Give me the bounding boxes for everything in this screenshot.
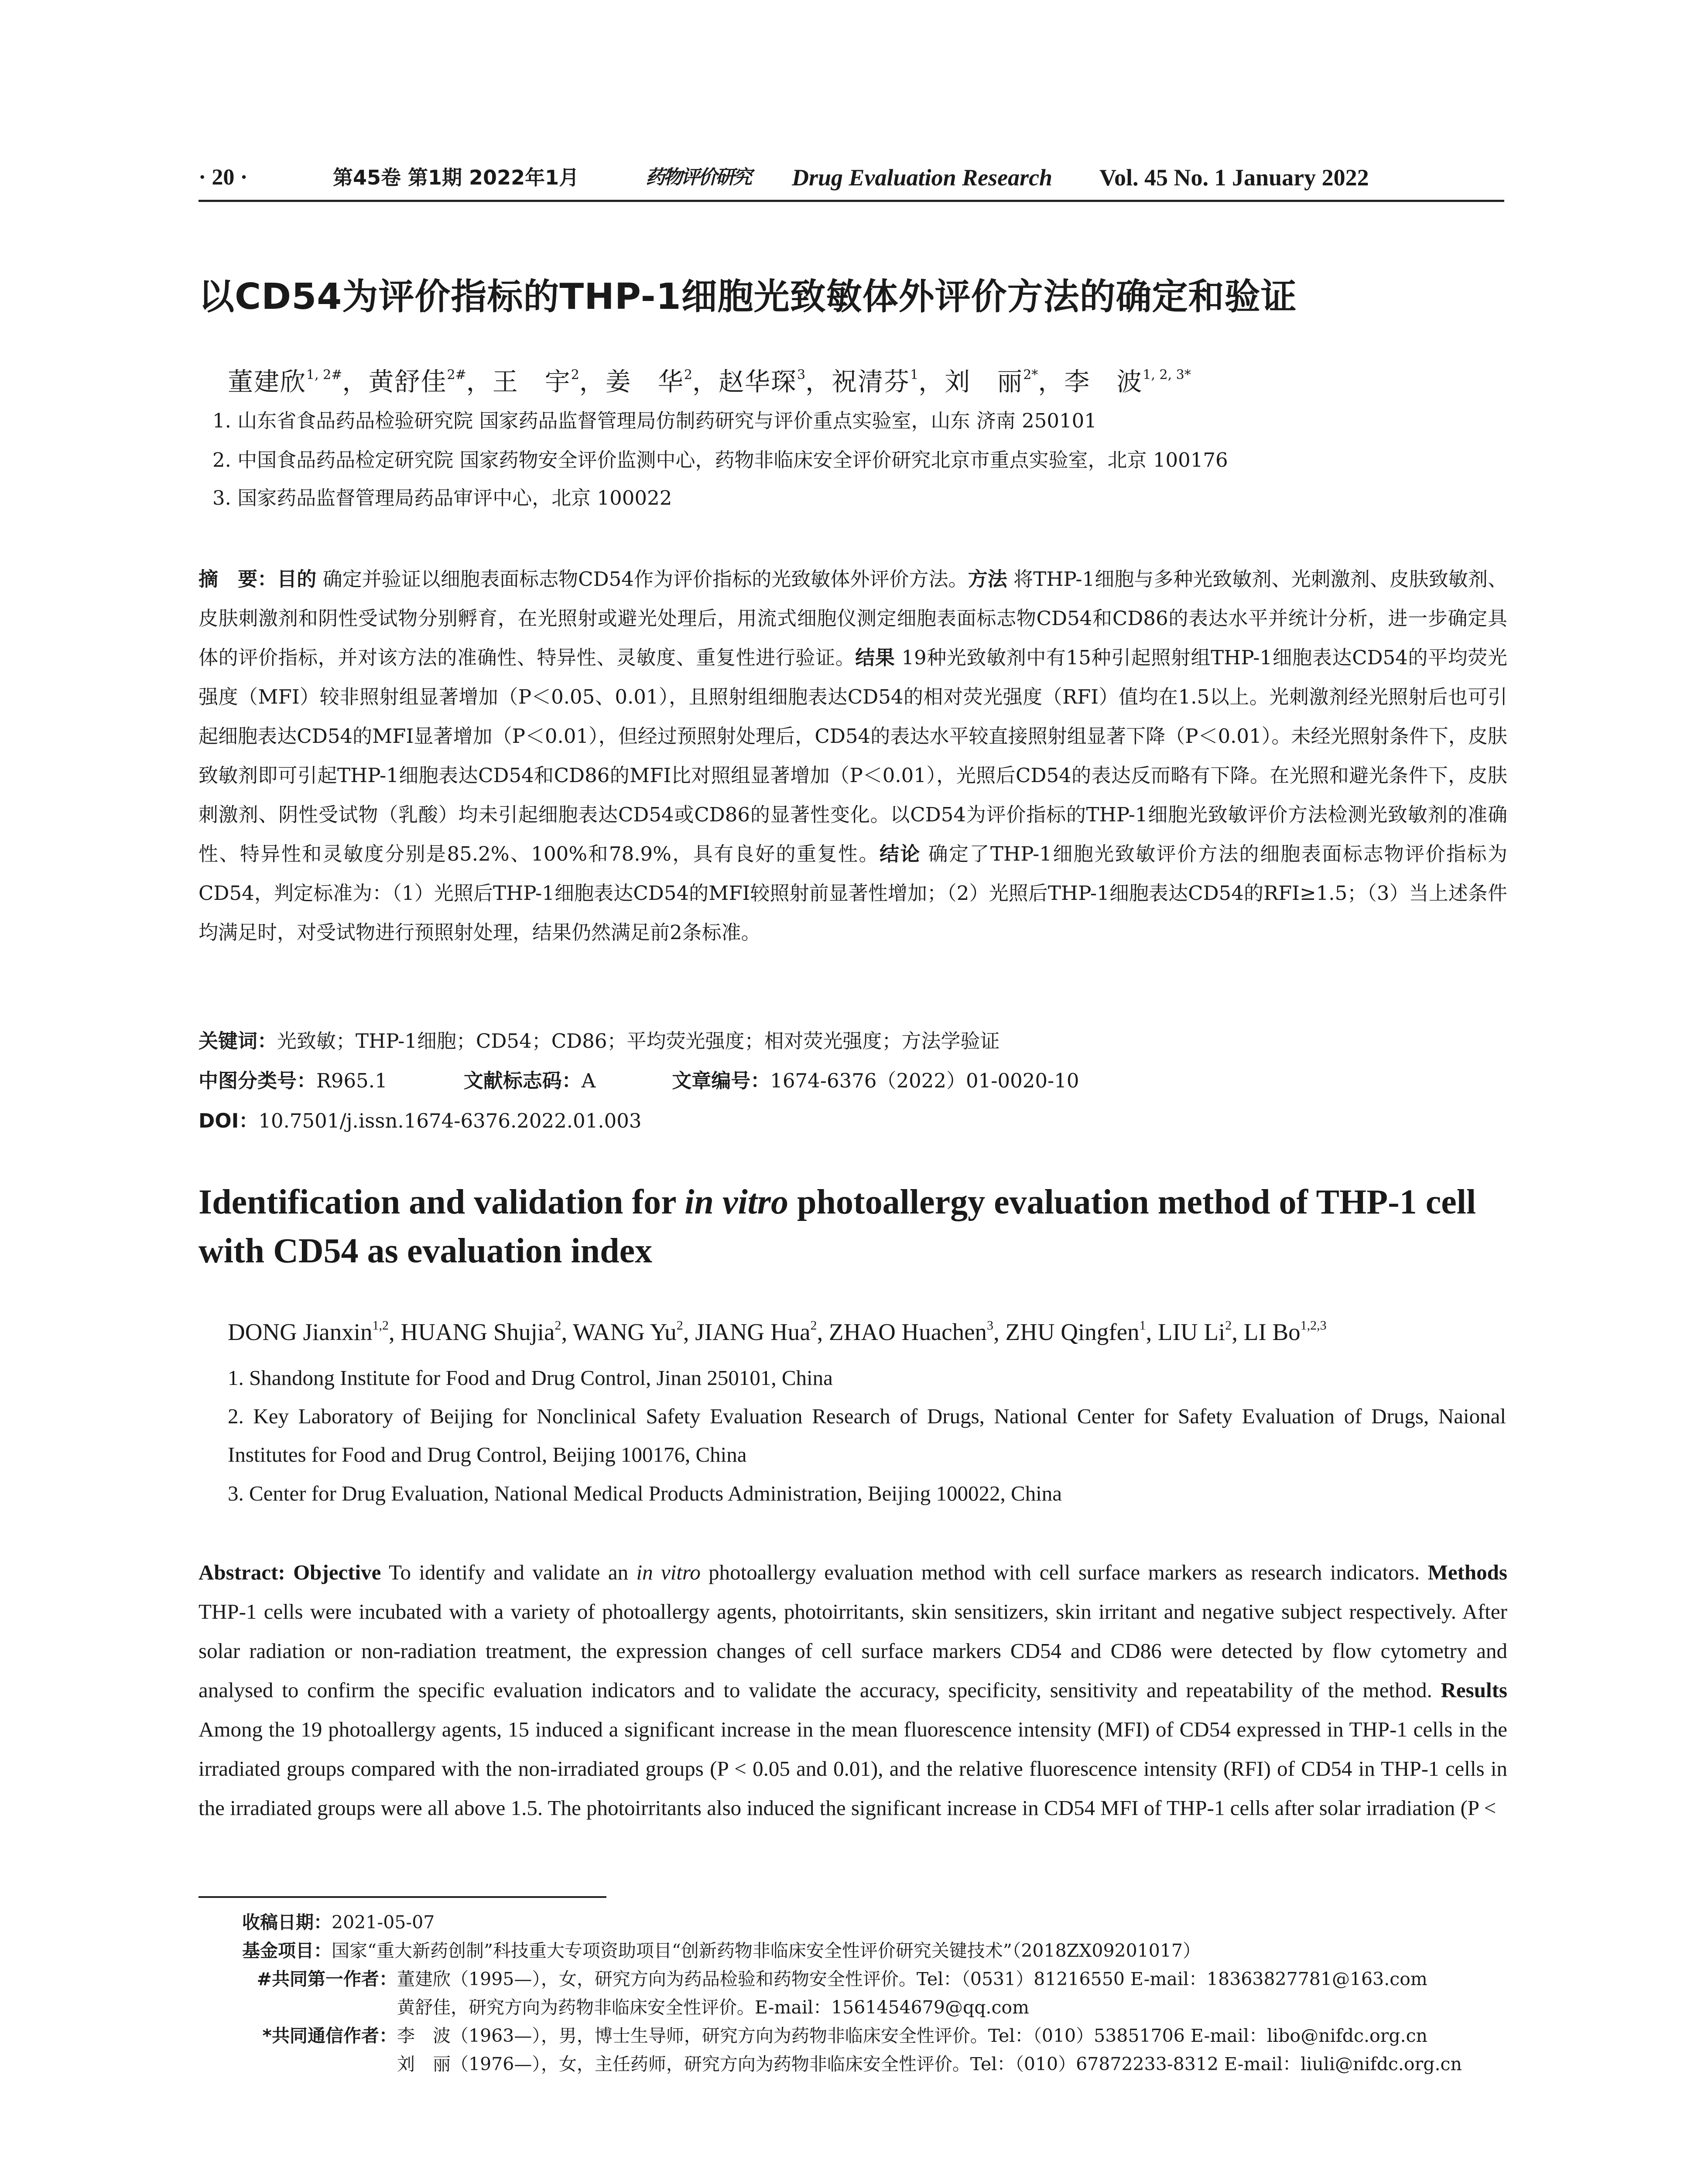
author-name: 刘 丽	[945, 367, 1023, 397]
doi-label: DOI：	[199, 1109, 259, 1132]
article-title-en: Identification and validation for in vitro photoallergy evaluation method of THP-1 cell with CD54 as evaluation index	[199, 1183, 1476, 1270]
author-list-en: DONG Jianxin$^{1,2}$, HUANG Shujia$^2$, WANG Yu$^2$, JIANG Hua$^2$, ZHAO Huachen$^3$, ZHU Qingfen$^1$, LIU Li$^2$, LI Bo$^{1,2,3}$	[228, 1318, 1327, 1345]
author-affiliation-mark: 2	[571, 367, 579, 383]
results-text-en: Among the 19 photoallergy agents, 15 induced a significant increase in the mean fluorescence intensity (MFI) of CD54 expressed in THP-1 cells in the irradiated groups compared with the non-irradiated groups (P < 0.05 and 0.01), and the relative fluorescence intensity (RFI) of CD54 in THP-1 cells in the irradiated groups were all above 1.5. The photoirritants also induced the significant increase in CD54 MFI of THP-1 cells after solar irradiation (P <	[199, 1717, 1507, 1820]
volume-issue-cn: 第45卷 第1期 2022年1月	[333, 166, 579, 189]
volume-issue-en: Vol. 45 No. 1 January 2022	[1099, 164, 1369, 191]
affiliation-en-1: 1. Shandong Institute for Food and Drug Control, Jinan 250101, China	[228, 1366, 833, 1390]
article-title-cn: 以CD54为评价指标的THP-1细胞光致敏体外评价方法的确定和验证	[199, 276, 1297, 318]
author-name: 王 宇	[492, 367, 571, 397]
clc-value: R965.1	[316, 1069, 387, 1092]
conclusion-text: 确定了THP-1细胞光致敏评价方法的细胞表面标志物评价指标为CD54，判定标准为：（1）光照后THP-1细胞表达CD54的MFI较照射前显著性增加；（2）光照后THP-1细胞表达CD54的RFI≥1.5；（3）当上述条件均满足时，对受试物进行预照射处理，结果仍然满足前2条标准。	[199, 842, 1507, 944]
results-label: 结果	[855, 646, 895, 669]
objective-label: 目的	[277, 567, 317, 591]
doc-code-label: 文献标志码：	[463, 1069, 582, 1092]
author-affiliation-mark: 2*	[1023, 367, 1038, 383]
author-name: DONG Jianxin	[228, 1319, 373, 1345]
abstract-cn	[199, 560, 1507, 952]
article-number-label: 文章编号：	[672, 1069, 770, 1092]
keywords-label: 关键词：	[199, 1029, 277, 1053]
objective-label-en: Objective	[293, 1560, 381, 1584]
fund-project: 基金项目： 国家“重大新药创制”科技重大专项资助项目“创新药物非临床安全性评价研究关键技术”（2018ZX09201017）	[242, 1940, 1201, 1961]
keywords-cn	[199, 1028, 999, 1054]
header-rule	[199, 200, 1504, 202]
author-name: ZHAO Huachen	[829, 1319, 987, 1345]
author-affiliation-mark: 2#	[447, 367, 466, 383]
methods-label: 方法	[968, 567, 1007, 591]
journal-name-en: Drug Evaluation Research	[792, 164, 1053, 191]
clc-label: 中图分类号：	[199, 1069, 317, 1092]
received-date: 收稿日期： 2021-05-07	[242, 1912, 435, 1933]
journal-logo: 药物评价研究	[646, 166, 750, 188]
author-affiliation-mark: 1, 2#	[306, 367, 342, 383]
footnote-rule	[199, 1896, 606, 1898]
abstract-label-en: Abstract:	[199, 1560, 285, 1584]
methods-text-en: THP-1 cells were incubated with a variety of photoallergy agents, photoirritants, skin sensitizers, skin irritant and negative subject respectively. After solar radiation or non-radiation treatment, the expression changes of cell surface markers CD54 and CD86 were detected by flow cytometry and analysed to confirm the specific evaluation indicators and to validate the accuracy, specificity, sensitivity and repeatability of the method.	[199, 1600, 1507, 1702]
affiliation-cn-2: 2. 中国食品药品检定研究院 国家药物安全评价监测中心，药物非临床安全评价研究北京市重点实验室，北京 100176	[212, 448, 1228, 472]
affiliation-en-2: 2. Key Laboratory of Beijing for Nonclinical Safety Evaluation Research of Drugs, National Center for Safety Evaluation of Drugs, Naional Institutes for Food and Drug Control, Beijing 100176, China	[228, 1404, 1506, 1467]
author-name: ZHU Qingfen	[1005, 1319, 1140, 1345]
affiliation-en-3: 3. Center for Drug Evaluation, National Medical Products Administration, Beijing 100022, China	[228, 1481, 1062, 1505]
author-name: HUANG Shujia	[400, 1319, 555, 1345]
results-text: 19种光致敏剂中有15种引起照射组THP-1细胞表达CD54的平均荧光强度（MFI）较非照射组显著增加（P＜0.05、0.01），且照射组细胞表达CD54的相对荧光强度（RFI）值均在1.5以上。光刺激剂经光照射后也可引起细胞表达CD54的MFI显著增加（P＜0.01），但经过预照射处理后，CD54的表达水平较直接照射组显著下降（P＜0.01）。未经光照射条件下，皮肤致敏剂即可引起THP-1细胞表达CD54和CD86的MFI比对照组显著增加（P＜0.01），光照后CD54的表达反而略有下降。在光照和避光条件下，皮肤刺激剂、阴性受试物（乳酸）均未引起细胞表达CD54或CD86的显著性变化。以CD54为评价指标的THP-1细胞光致敏评价方法检测光致敏剂的准确性、特异性和灵敏度分别是85.2%、100%和78.9%，具有良好的重复性。	[199, 646, 1507, 865]
author-affiliation-mark: 1, 2, 3*	[1143, 367, 1191, 383]
author-name: 姜 华	[605, 367, 684, 397]
author-name: LIU Li	[1158, 1319, 1225, 1345]
objective-text: 确定并验证以细胞表面标志物CD54作为评价指标的光致敏体外评价方法。	[322, 567, 968, 591]
methods-label-en: Methods	[1427, 1560, 1507, 1584]
author-name: 祝清芬	[832, 367, 910, 397]
doi-line	[199, 1108, 642, 1134]
author-affiliation-mark: 2	[684, 367, 692, 383]
first-author-info: #共同第一作者： 董建欣（1995—），女，研究方向为药品检验和药物安全性评价。Tel：（0531）81216550 E-mail：18363827781@163.com	[257, 1969, 1427, 1990]
doc-code-value: A	[581, 1069, 596, 1092]
author-affiliation-mark: 1	[910, 367, 919, 383]
author-affiliation-mark: 3	[797, 367, 806, 383]
author-name: WANG Yu	[572, 1319, 677, 1345]
conclusion-label: 结论	[879, 842, 921, 865]
page-number: · 20 ·	[199, 165, 248, 190]
results-label-en: Results	[1441, 1678, 1507, 1702]
first-author-info-2: 黄舒佳，研究方向为药物非临床安全性评价。E-mail：1561454679@qq.com	[397, 1997, 1029, 2018]
author-name: LI Bo	[1243, 1319, 1301, 1345]
keywords-text: 光致敏；THP-1细胞；CD54；CD86；平均荧光强度；相对荧光强度；方法学验证	[277, 1029, 1000, 1053]
author-name: 黄舒佳	[368, 367, 447, 397]
doi-value: 10.7501/j.issn.1674-6376.2022.01.003	[258, 1109, 642, 1132]
abstract-en: Abstract: Objective To identify and validate an in vitro photoallergy evaluation method with cell surface markers as research indicators. Methods THP-1 cells were incubated with a variety of photoallergy agents, photoirritants, skin sensitizers, skin irritant and negative subject respectively. After solar radiation or non-radiation treatment, the expression changes of cell surface markers CD54 and CD86 were detected by flow cytometry and analysed to confirm the specific evaluation indicators and to validate the accuracy, specificity, sensitivity and repeatability of the method. Results Among the 19 photoallergy agents, 15 induced a significant increase in the mean fluorescence intensity (MFI) of CD54 expressed in THP-1 cells in the irradiated groups compared with the non-irradiated groups (P < 0.05 and 0.01), and the relative fluorescence intensity (RFI) of CD54 in THP-1 cells in the irradiated groups were all above 1.5. The photoirritants also induced the significant increase in CD54 MFI of THP-1 cells after solar irradiation (P <	[199, 1560, 1507, 1820]
affiliation-cn-1: 1. 山东省食品药品检验研究院 国家药品监督管理局仿制药研究与评价重点实验室，山东 济南 250101	[212, 409, 1097, 432]
author-name: 李 波	[1064, 367, 1143, 397]
affiliation-cn-3: 3. 国家药品监督管理局药品审评中心，北京 100022	[212, 486, 672, 509]
classification-line	[199, 1068, 1079, 1094]
corresponding-author-info: *共同通信作者： 李 波（1963—），男，博士生导师，研究方向为药物非临床安全性评价。Tel：（010）53851706 E-mail：libo@nifdc.org.cn	[262, 2025, 1427, 2046]
author-name: 董建欣	[228, 367, 307, 397]
author-name: JIANG Hua	[695, 1319, 811, 1345]
running-header	[199, 162, 1507, 193]
abstract-label: 摘 要：	[199, 567, 277, 591]
author-list-cn: 董建欣$^{1, 2\#}$，黄舒佳$^{2\#}$，王 宇$^2$，姜 华$^2$，赵华琛$^3$，祝清芬$^1$，刘 丽$^{2*}$，李 波$^{1, 2, 3*}$	[228, 367, 1191, 397]
corresponding-author-info-2: 刘 丽（1976—），女，主任药师，研究方向为药物非临床安全性评价。Tel：（010）67872233-8312 E-mail：liuli@nifdc.org.cn	[397, 2054, 1462, 2075]
author-name: 赵华琛	[718, 367, 797, 397]
methods-text: 将THP-1细胞与多种光致敏剂、光刺激剂、皮肤致敏剂、皮肤刺激剂和阴性受试物分别孵育，在光照射或避光处理后，用流式细胞仪测定细胞表面标志物CD54和CD86的表达水平并统计分析，进一步确定具体的评价指标，并对该方法的准确性、特异性、灵敏度、重复性进行验证。	[199, 567, 1507, 669]
footnotes	[199, 1908, 1507, 2078]
article-number-value: 1674-6376（2022）01-0020-10	[770, 1069, 1079, 1092]
